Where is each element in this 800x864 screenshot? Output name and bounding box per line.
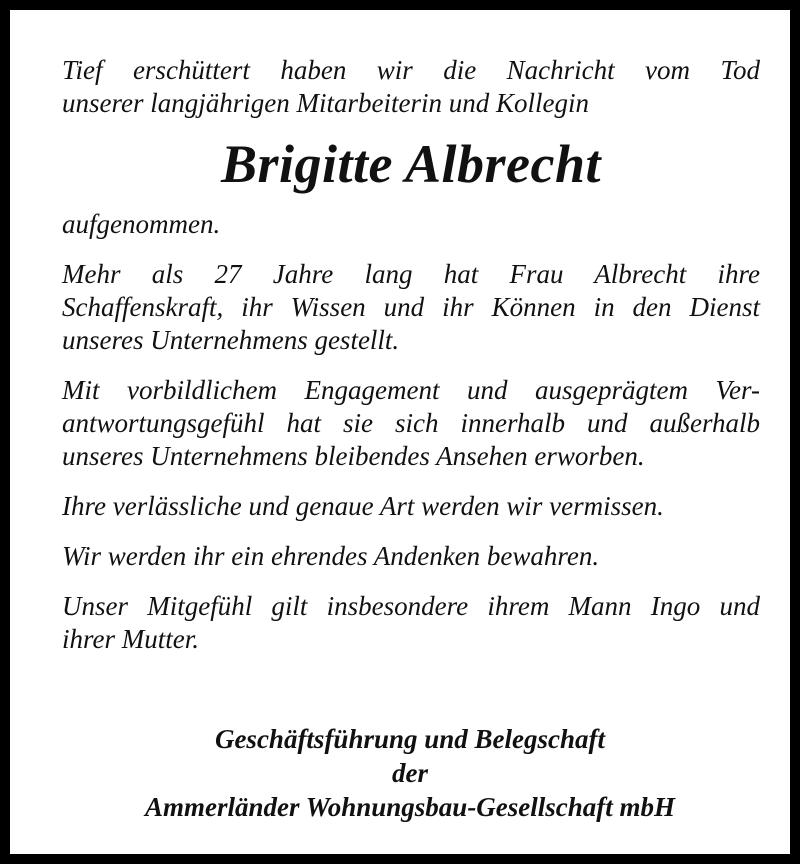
paragraph-3 <box>62 374 760 473</box>
paragraph-5-line-1: Wir werden ihr ein ehrendes Andenken bewahren. <box>62 541 600 571</box>
intro-line-1: Tief erschüttert haben wir die Nachricht vom Tod <box>62 55 760 85</box>
signature-block <box>30 722 790 824</box>
paragraph-2-line-3: unseres Unternehmens gestellt. <box>62 325 400 355</box>
signature-line-1: Geschäftsführung und Belegschaft <box>214 724 606 754</box>
signature-line-2: der <box>392 758 428 788</box>
paragraph-2-line-2: Schaffenskraft, ihr Wissen und ihr Können in den Dienst <box>62 292 760 322</box>
notice-body <box>62 54 760 656</box>
paragraph-3-line-1: Mit vorbildlichem Engagement und ausgeprägtem Ver- <box>62 375 760 405</box>
paragraph-2 <box>62 258 760 357</box>
intro-text <box>62 54 760 120</box>
paragraph-6 <box>62 590 760 656</box>
paragraph-5 <box>62 540 760 573</box>
signature-line-3: Ammerländer Wohnungsbau-Gesellschaft mbH <box>144 792 676 822</box>
intro-line-2: unserer langjährigen Mitarbeiterin und Kollegin <box>62 88 589 118</box>
paragraph-4-line-1: Ihre verlässliche und genaue Art werden wir vermissen. <box>62 491 664 521</box>
paragraph-3-line-3: unseres Unternehmens bleibendes Ansehen erworben. <box>62 441 645 471</box>
paragraph-4 <box>62 490 760 523</box>
paragraph-2-line-1: Mehr als 27 Jahre lang hat Frau Albrecht ihre <box>62 259 760 289</box>
deceased-name: Brigitte Albrecht <box>220 134 601 194</box>
paragraph-3-line-2: antwortungsgefühl hat sie sich innerhalb und außerhalb <box>62 408 760 438</box>
paragraph-6-line-2: ihrer Mutter. <box>62 624 199 654</box>
paragraph-1-line-1: aufgenommen. <box>62 209 221 239</box>
paragraph-6-line-1: Unser Mitgefühl gilt insbesondere ihrem Mann Ingo und <box>62 591 760 621</box>
paragraph-1 <box>62 208 760 241</box>
